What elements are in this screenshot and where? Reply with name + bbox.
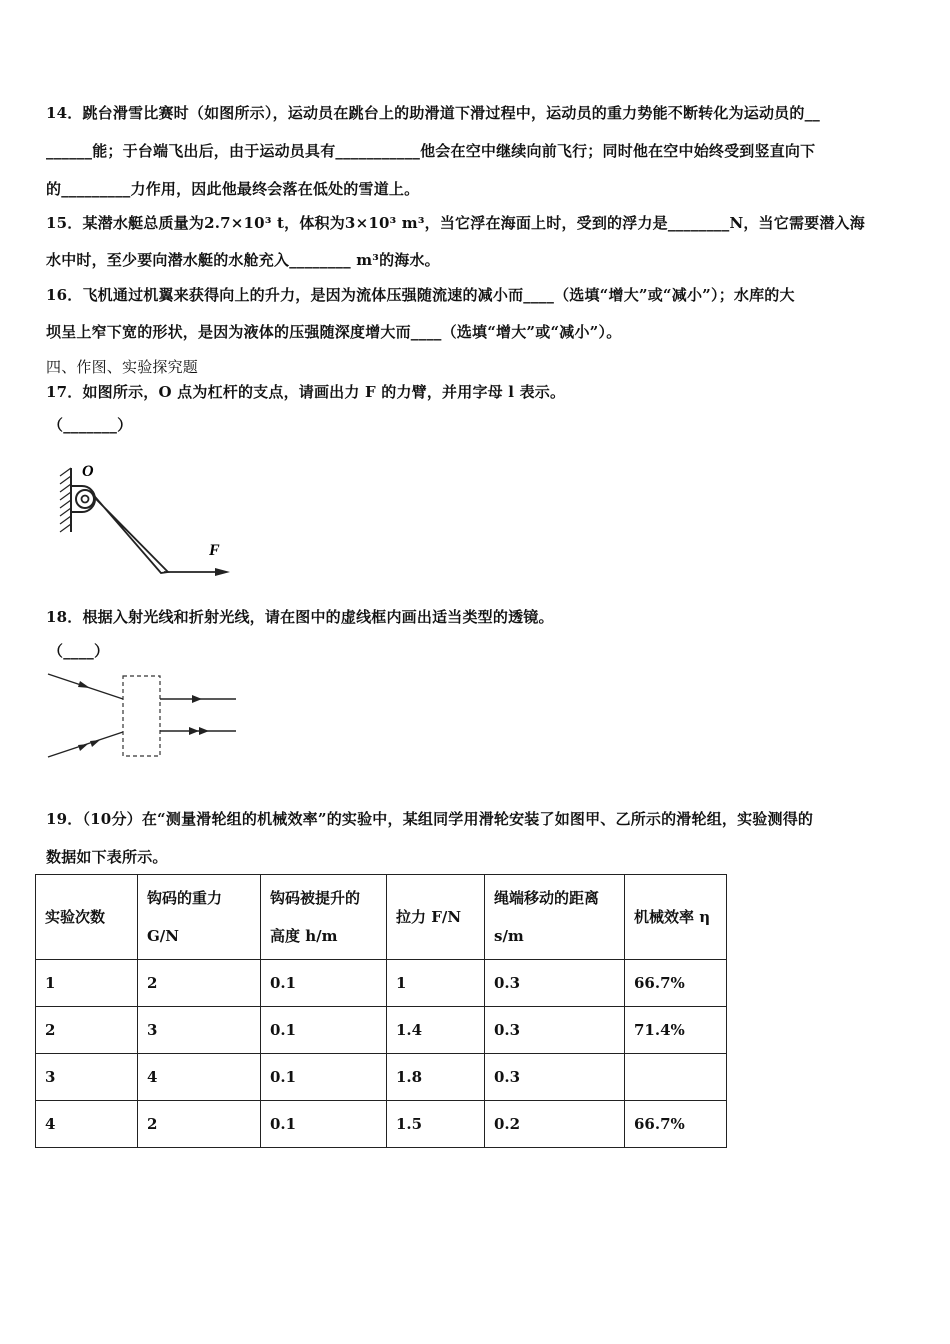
q14-line-2: ______能；于台端飞出后，由于运动员具有___________他会在空中继续向前飞行；同时他在空中始终受到竖直向下 xyxy=(46,142,816,160)
q18-answer-blank: （____） xyxy=(48,642,110,660)
refracted-ray-1-arrow xyxy=(192,695,202,703)
table-cell: 0.3 xyxy=(485,1054,625,1101)
q14-line-1: 14．跳台滑雪比赛时（如图所示），运动员在跳台上的助滑道下滑过程中，运动员的重力势能不断转化为运动员的__ xyxy=(46,104,820,122)
q15-line-2: 水中时，至少要向潜水艇的水舱充入________ m³的海水。 xyxy=(46,251,440,269)
q18-line-1: 18．根据入射光线和折射光线，请在图中的虚线框内画出适当类型的透镜。 xyxy=(46,608,554,626)
section-heading: 四、作图、实验探究题 xyxy=(46,358,199,376)
table-row xyxy=(36,1054,727,1101)
table-cell: 1 xyxy=(36,960,138,1007)
table-row xyxy=(36,1101,727,1148)
q17-line-1: 17．如图所示，O 点为杠杆的支点，请画出力 F 的力臂，并用字母 l 表示。 xyxy=(46,383,566,401)
ray1-arrow xyxy=(78,681,90,688)
table-row xyxy=(36,960,727,1007)
lever-bar xyxy=(90,491,168,573)
header-cell: 绳端移动的距离 s/m xyxy=(485,875,625,960)
table-cell: 71.4% xyxy=(625,1007,727,1054)
ray2-arrow-b xyxy=(90,740,100,747)
table-cell: 1.5 xyxy=(387,1101,485,1148)
ray2-arrow-a xyxy=(78,744,88,751)
force-arrowhead xyxy=(215,568,230,576)
table-cell: 0.1 xyxy=(261,1007,387,1054)
table-cell: 0.1 xyxy=(261,1054,387,1101)
table-cell: 0.3 xyxy=(485,960,625,1007)
lens-diagram xyxy=(44,668,244,764)
table-row xyxy=(36,1007,727,1054)
wall-hatching xyxy=(60,468,71,532)
label-f: F xyxy=(209,542,220,559)
table-cell: 2 xyxy=(138,960,261,1007)
table-cell: 3 xyxy=(138,1007,261,1054)
table-cell-empty[interactable] xyxy=(625,1054,727,1101)
header-cell: 机械效率 η xyxy=(625,875,727,960)
q19-line-1: 19．（10分）在“测量滑轮组的机械效率”的实验中，某组同学用滑轮安装了如图甲、乙所示的滑轮组，实验测得的 xyxy=(46,810,814,828)
table-cell: 2 xyxy=(36,1007,138,1054)
header-cell: 钩码的重力 G/N xyxy=(138,875,261,960)
refracted-ray-2-arrow-a xyxy=(189,727,199,735)
table-cell: 0.3 xyxy=(485,1007,625,1054)
table-cell: 3 xyxy=(36,1054,138,1101)
q19-line-2: 数据如下表所示。 xyxy=(46,848,168,866)
label-o: O xyxy=(82,463,94,480)
q17-answer-blank: （_______） xyxy=(48,416,133,434)
table-cell: 66.7% xyxy=(625,1101,727,1148)
table-cell: 0.1 xyxy=(261,960,387,1007)
experiment-data-table xyxy=(35,874,727,1148)
table-cell: 66.7% xyxy=(625,960,727,1007)
table-cell: 1.4 xyxy=(387,1007,485,1054)
table-cell: 0.1 xyxy=(261,1101,387,1148)
q14-line-3: 的_________力作用，因此他最终会落在低处的雪道上。 xyxy=(46,180,420,198)
lens-dashed-box xyxy=(123,676,160,756)
table-cell: 4 xyxy=(36,1101,138,1148)
q15-line-1: 15．某潜水艇总质量为2.7×10³ t，体积为3×10³ m³，当它浮在海面上时，受到的浮力是________N，当它需要潜入海 xyxy=(46,214,865,232)
table-cell: 1.8 xyxy=(387,1054,485,1101)
q16-line-1: 16．飞机通过机翼来获得向上的升力，是因为流体压强随流速的减小而____（选填“增大”或“减小”）；水库的大 xyxy=(46,286,795,304)
header-cell: 实验次数 xyxy=(36,875,138,960)
table-cell: 4 xyxy=(138,1054,261,1101)
table-header-row xyxy=(36,875,727,960)
table-cell: 1 xyxy=(387,960,485,1007)
refracted-ray-2-arrow-b xyxy=(199,727,209,735)
table-cell: 2 xyxy=(138,1101,261,1148)
q16-line-2: 坝呈上窄下宽的形状，是因为液体的压强随深度增大而____（选填“增大”或“减小”）。 xyxy=(46,323,622,341)
table-cell: 0.2 xyxy=(485,1101,625,1148)
lever-diagram xyxy=(52,462,237,580)
header-cell: 钩码被提升的 高度 h/m xyxy=(261,875,387,960)
pivot-inner xyxy=(82,496,89,503)
header-cell: 拉力 F/N xyxy=(387,875,485,960)
